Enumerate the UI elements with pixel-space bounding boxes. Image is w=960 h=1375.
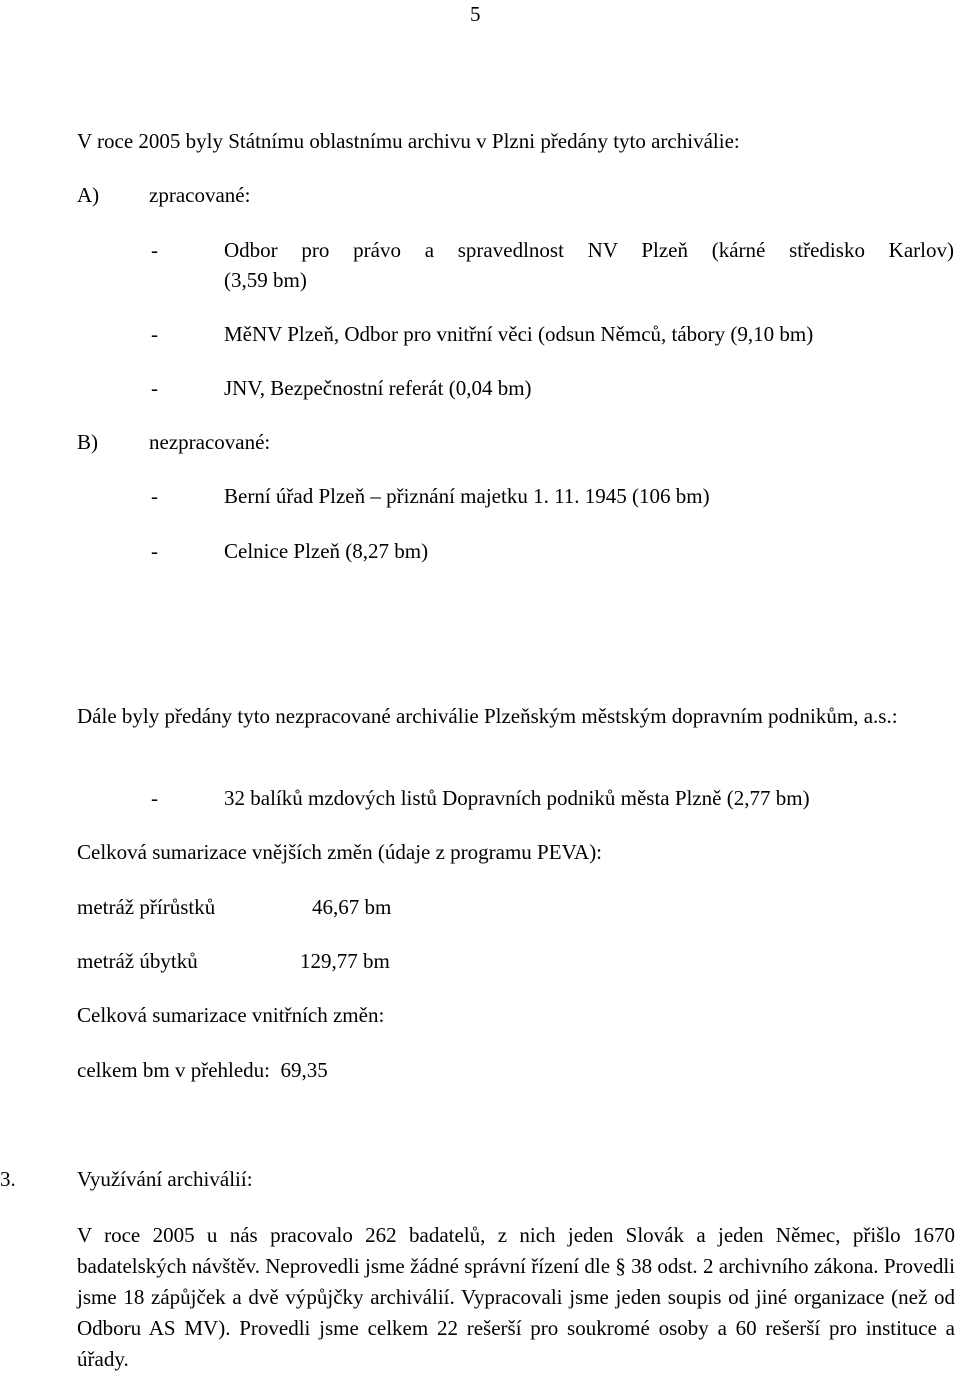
external-summary-heading: Celková sumarizace vnějších změn (údaje z programu PEVA): (77, 840, 603, 864)
internal-summary-total: celkem bm v přehledu: 69,35 (77, 1058, 328, 1082)
page-number: 5 (470, 2, 481, 26)
transport-paragraph: Dále byly předány tyto nezpracované archiválie Plzeňským městským dopravním podnikům, a.s.: (77, 704, 898, 728)
section-b-label: nezpracované: (149, 430, 271, 454)
section-a-marker: A) (77, 183, 100, 207)
list-item-dash: - (151, 322, 158, 346)
summary-label: metráž přírůstků (77, 895, 216, 919)
summary-label: metráž úbytků (77, 949, 198, 973)
internal-summary-heading: Celková sumarizace vnitřních změn: (77, 1003, 385, 1027)
list-item-text-continued: (3,59 bm) (224, 268, 307, 292)
list-item-text: Odbor pro právo a spravedlnost NV Plzeň (kárné středisko Karlov) (224, 238, 954, 262)
section-b-marker: B) (77, 430, 98, 454)
summary-value: 46,67 bm (312, 895, 392, 919)
section-a-label: zpracované: (149, 183, 251, 207)
intro-line: V roce 2005 byly Státnímu oblastnímu archivu v Plzni předány tyto archiválie: (77, 129, 740, 153)
list-item-dash: - (151, 539, 158, 563)
list-item-text: JNV, Bezpečnostní referát (0,04 bm) (224, 376, 532, 400)
summary-value: 129,77 bm (300, 949, 390, 973)
list-item-text: Berní úřad Plzeň – přiznání majetku 1. 11. 1945 (106 bm) (224, 484, 710, 508)
list-item-dash: - (151, 786, 158, 810)
list-item-text: Celnice Plzeň (8,27 bm) (224, 539, 429, 563)
section-3-title: Využívání archiválií: (77, 1167, 253, 1191)
list-item-dash: - (151, 376, 158, 400)
section-3-paragraph: V roce 2005 u nás pracovalo 262 badatelů, z nich jeden Slovák a jeden Němec, přišlo 1670 badatelských návštěv. Neprovedli jsme žádné správní řízení dle § 38 odst. 2 archivního zákona. Provedli jsme 18 zápůjček a dvě výpůjčky archiválií. Vypracovali jsme jeden soupis od jiné organizace (než od Odboru AS MV). Provedli jsme celkem 22 rešerší pro soukromé osoby a 60 rešerší pro instituce a úřady. (77, 1223, 955, 1371)
list-item-dash: - (151, 238, 158, 262)
list-item-dash: - (151, 484, 158, 508)
section-3-number: 3. (0, 1167, 16, 1191)
list-item-text: 32 balíků mzdových listů Dopravních podniků města Plzně (2,77 bm) (224, 786, 810, 810)
list-item-text: MěNV Plzeň, Odbor pro vnitřní věci (odsun Němců, tábory (9,10 bm) (224, 322, 814, 346)
